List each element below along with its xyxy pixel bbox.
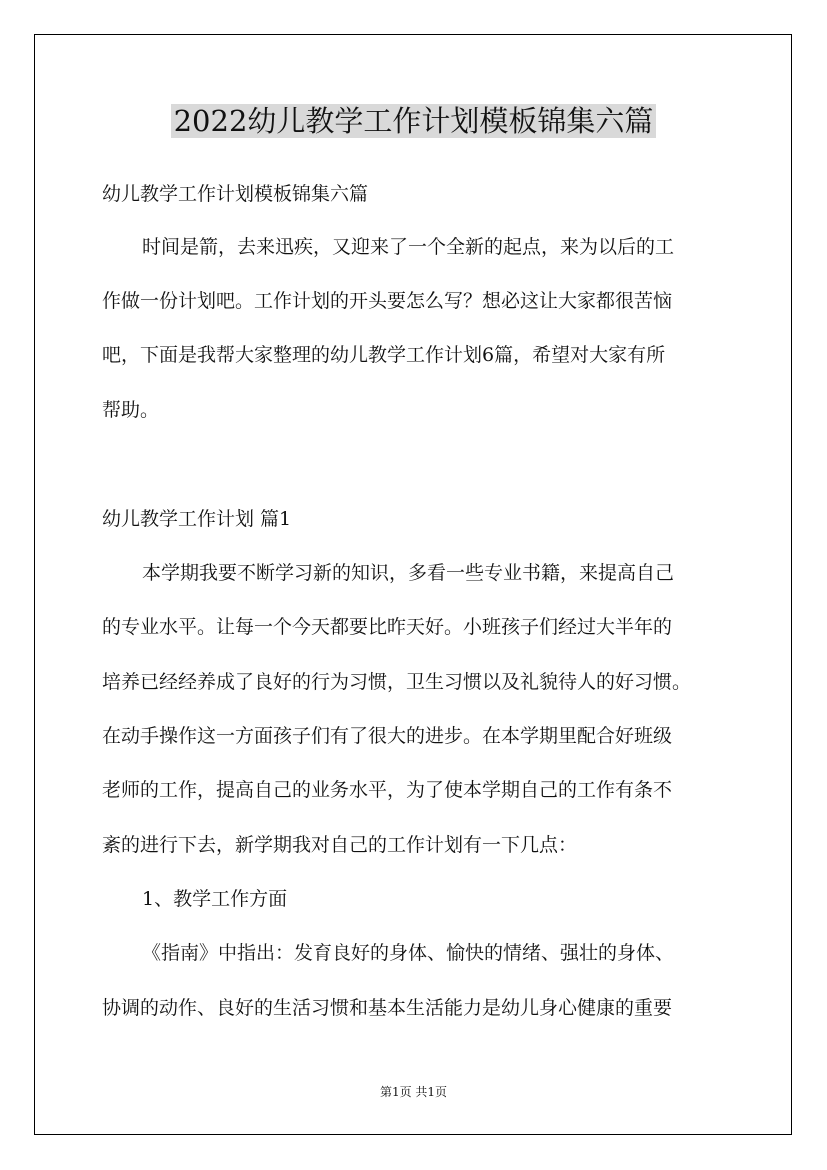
subheading: 1、教学工作方面 [142,888,288,910]
section-heading: 幼儿教学工作计划 篇1 [102,508,292,530]
paragraph-line: 本学期我要不断学习新的知识，多看一些专业书籍，来提高自己 [142,562,675,584]
intro-line: 时间是箭，去来迅疾，又迎来了一个全新的起点，来为以后的工 [142,236,675,258]
intro-line: 作做一份计划吧。工作计划的开头要怎么写？想必这让大家都很苦恼 [102,290,673,312]
paragraph-line: 老师的工作，提高自己的业务水平，为了使本学期自己的工作有条不 [102,779,673,801]
paragraph-line: 的专业水平。让每一个今天都要比昨天好。小班孩子们经过大半年的 [102,616,673,638]
intro-line: 帮助。 [102,399,160,421]
paragraph-line: 协调的动作、良好的生活习惯和基本生活能力是幼儿身心健康的重要 [102,997,673,1019]
paragraph-line: 培养已经经养成了良好的行为习惯，卫生习惯以及礼貌待人的好习惯。 [102,671,692,693]
document-title-text: 2022幼儿教学工作计划模板锦集六篇 [171,104,657,138]
document-title [0,99,827,143]
paragraph-line: 紊的进行下去，新学期我对自己的工作计划有一下几点： [102,834,578,856]
paragraph-line: 《指南》中指出：发育良好的身体、愉快的情绪、强壮的身体、 [142,942,675,964]
page-number: 第1页 共1页 [379,1085,448,1099]
document-subtitle: 幼儿教学工作计划模板锦集六篇 [102,183,369,205]
intro-line: 吧，下面是我帮大家整理的幼儿教学工作计划6篇，希望对大家有所 [102,344,666,366]
paragraph-line: 在动手操作这一方面孩子们有了很大的进步。在本学期里配合好班级 [102,725,673,747]
